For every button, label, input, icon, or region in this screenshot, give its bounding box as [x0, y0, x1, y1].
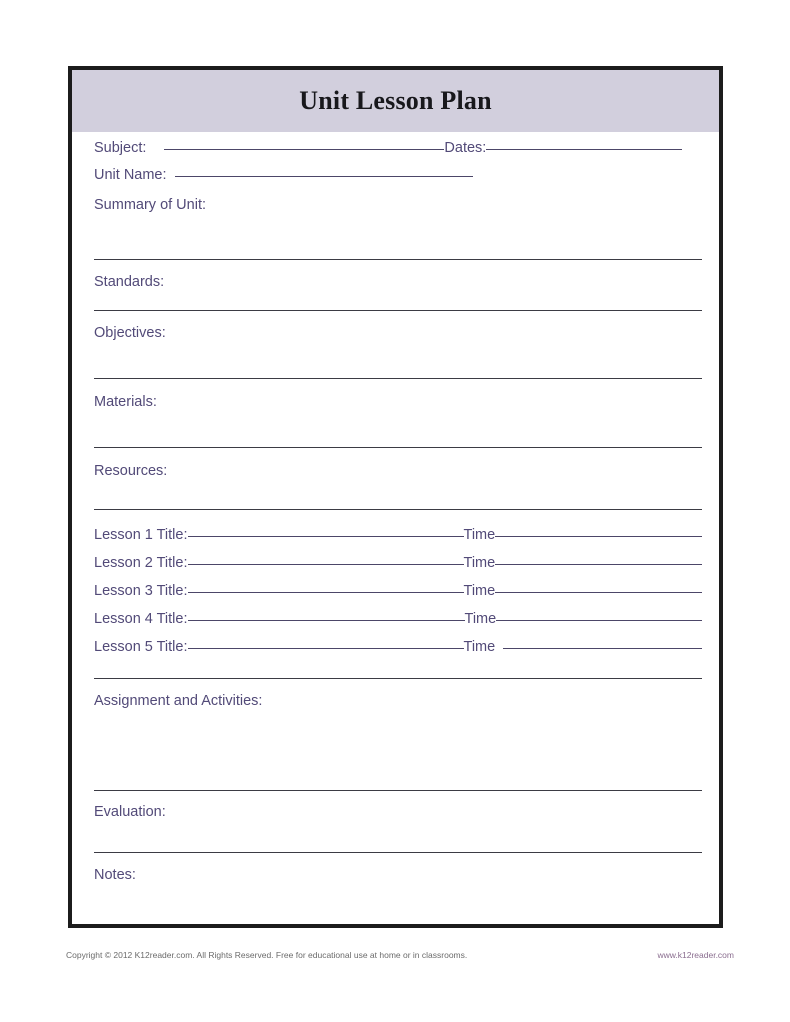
lesson-3-time-rule[interactable] — [495, 592, 702, 593]
subject-input-rule[interactable] — [164, 149, 444, 150]
section-label-summary-of-unit: Summary of Unit: — [94, 197, 206, 213]
title-band — [72, 70, 719, 132]
lesson-row — [94, 527, 702, 543]
section-divider-resources — [94, 509, 702, 510]
section-label-resources: Resources: — [94, 463, 168, 479]
subject-label: Subject: — [94, 140, 147, 156]
subject-dates-row — [94, 140, 682, 156]
lesson-2-title-rule[interactable] — [188, 564, 464, 565]
section-divider-standards — [94, 310, 702, 311]
page-title: Unit Lesson Plan — [299, 86, 492, 115]
dates-input-rule[interactable] — [486, 149, 682, 150]
lesson-3-title-label: Lesson 3 Title: — [94, 583, 188, 599]
section-divider-notes — [94, 852, 702, 853]
page-footer — [0, 950, 790, 972]
lesson-2-time-label: Time — [463, 555, 496, 571]
lesson-row — [94, 583, 702, 599]
lesson-4-title-label: Lesson 4 Title: — [94, 611, 188, 627]
lesson-1-title-label: Lesson 1 Title: — [94, 527, 188, 543]
lesson-4-title-rule[interactable] — [188, 620, 465, 621]
unit-name-row — [94, 167, 473, 183]
section-label-standards: Standards: — [94, 274, 165, 290]
lesson-2-title-label: Lesson 2 Title: — [94, 555, 188, 571]
section-label-notes: Notes: — [94, 867, 136, 883]
lesson-1-title-rule[interactable] — [188, 536, 464, 537]
section-divider-assignment-and-activities — [94, 678, 702, 679]
copyright-text: Copyright © 2012 K12reader.com. All Rights Reserved. Free for educational use at home or in classrooms. — [66, 950, 468, 960]
lesson-2-time-rule[interactable] — [495, 564, 702, 565]
section-label-evaluation: Evaluation: — [94, 804, 166, 820]
lesson-row — [94, 639, 702, 655]
lesson-5-title-label: Lesson 5 Title: — [94, 639, 188, 655]
website-link[interactable]: www.k12reader.com — [657, 950, 734, 960]
lesson-1-time-label: Time — [463, 527, 496, 543]
lesson-4-time-rule[interactable] — [496, 620, 702, 621]
lesson-5-title-rule[interactable] — [188, 648, 464, 649]
lesson-5-time-rule[interactable] — [503, 648, 702, 649]
section-label-materials: Materials: — [94, 394, 157, 410]
lesson-3-title-rule[interactable] — [188, 592, 464, 593]
lesson-4-time-label: Time — [464, 611, 497, 627]
unit-name-input-rule[interactable] — [175, 176, 473, 177]
section-divider-evaluation — [94, 790, 702, 791]
section-divider-objectives — [94, 378, 702, 379]
section-label-assignment-and-activities: Assignment and Activities: — [94, 693, 263, 709]
lesson-1-time-rule[interactable] — [495, 536, 702, 537]
section-divider-materials — [94, 447, 702, 448]
form-body — [72, 132, 719, 924]
lesson-3-time-label: Time — [463, 583, 496, 599]
lesson-row — [94, 555, 702, 571]
lesson-5-time-label: Time — [463, 639, 496, 655]
lesson-row — [94, 611, 702, 627]
worksheet-frame — [68, 66, 723, 928]
unit-name-label: Unit Name: — [94, 167, 167, 183]
section-label-objectives: Objectives: — [94, 325, 166, 341]
section-divider-summary-of-unit — [94, 259, 702, 260]
dates-label: Dates: — [444, 140, 487, 156]
